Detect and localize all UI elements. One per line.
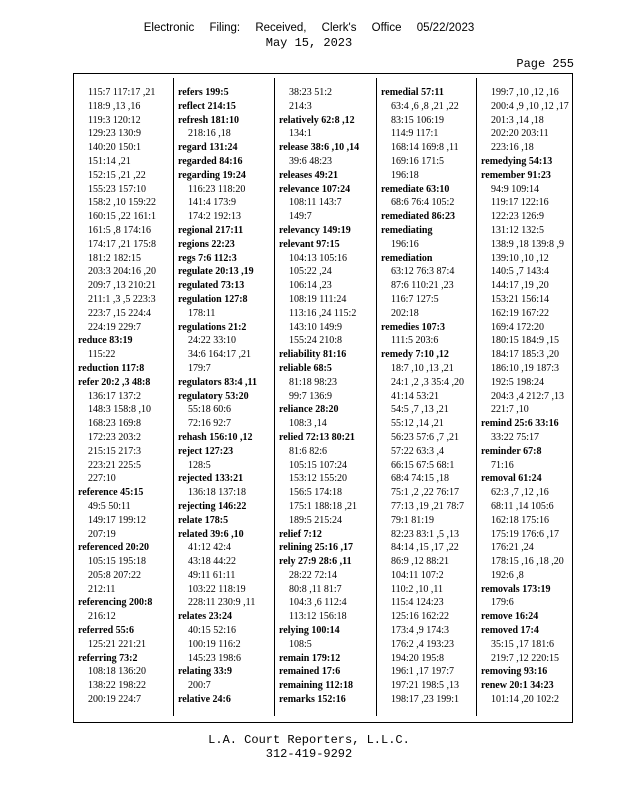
index-entry-ref: 86:9 ,12 88:21 <box>391 556 450 568</box>
stamp-word: Clerk's <box>321 22 357 34</box>
index-entry-head: release 38:6 ,10 ,14 <box>279 142 360 154</box>
index-entry-ref: 18:7 ,10 ,13 ,21 <box>391 362 454 374</box>
index-entry-ref: 223:7 ,15 224:4 <box>88 307 152 319</box>
index-entry-ref: 176:21 ,24 <box>491 542 534 554</box>
index-entry-ref: 205:8 207:22 <box>88 569 142 581</box>
index-entry-ref: 174:17 ,21 175:8 <box>88 238 157 250</box>
index-entry-ref: 113:12 156:18 <box>289 611 347 623</box>
index-entry-ref: 215:15 217:3 <box>88 445 142 457</box>
header-date: May 15, 2023 <box>265 36 353 50</box>
index-entry-ref: 75:1 ,2 ,22 76:17 <box>391 487 460 499</box>
index-entry-ref: 156:5 174:18 <box>289 487 343 499</box>
index-entry-ref: 111:5 203:6 <box>391 335 439 347</box>
word-index-box <box>73 73 573 723</box>
index-entry-ref: 218:16 ,18 <box>188 128 231 140</box>
index-entry-ref: 24:22 33:10 <box>188 335 237 347</box>
index-entry-ref: 200:7 <box>188 680 211 692</box>
index-entry-ref: 189:5 215:24 <box>289 514 343 526</box>
index-entry-ref: 128:5 <box>188 459 211 471</box>
index-entry-head: regional 217:11 <box>178 224 244 236</box>
index-entry-ref: 155:23 157:10 <box>88 183 147 195</box>
index-entry-ref: 181:2 182:15 <box>88 252 142 264</box>
index-entry-ref: 212:11 <box>88 583 116 595</box>
index-entry-ref: 80:8 ,11 81:7 <box>289 583 342 595</box>
index-entry-ref: 104:13 105:16 <box>289 252 348 264</box>
index-entry-ref: 131:12 132:5 <box>491 224 545 236</box>
index-entry-head: reference 45:15 <box>78 487 144 499</box>
index-entry-head: reduction 117:8 <box>78 362 145 374</box>
index-entry-ref: 162:19 167:22 <box>491 307 550 319</box>
index-entry-ref: 83:15 106:19 <box>391 114 445 126</box>
index-entry-head: regulate 20:13 ,19 <box>178 266 254 278</box>
index-entry-head: relevance 107:24 <box>279 183 351 195</box>
index-entry-head: regard 131:24 <box>178 142 238 154</box>
index-entry-ref: 192:6 ,8 <box>491 569 524 581</box>
index-entry-ref: 175:1 188:18 ,21 <box>289 500 358 512</box>
index-entry-ref: 105:15 107:24 <box>289 459 348 471</box>
index-entry-ref: 223:21 225:5 <box>88 459 142 471</box>
index-entry-head: remediation <box>381 252 433 264</box>
index-entry-ref: 224:19 229:7 <box>88 321 142 333</box>
index-entry-head: remedying 54:13 <box>481 155 553 167</box>
index-entry-ref: 200:4 ,9 ,10 ,12 ,17 <box>491 100 569 112</box>
index-entry-ref: 104:3 ,6 112:4 <box>289 597 347 609</box>
index-entry-head: refers 199:5 <box>178 87 229 98</box>
index-entry-ref: 202:20 203:11 <box>491 128 549 140</box>
index-entry-ref: 196:1 ,17 197:7 <box>391 666 455 678</box>
index-entry-ref: 41:12 42:4 <box>188 542 232 554</box>
index-entry-ref: 179:7 <box>188 362 211 374</box>
index-entry-ref: 115:4 124:23 <box>391 597 444 609</box>
index-entry-ref: 122:23 126:9 <box>491 211 545 223</box>
index-entry-head: remind 25:6 33:16 <box>481 418 559 430</box>
index-entry-ref: 149:17 199:12 <box>88 514 147 526</box>
index-entry-ref: 125:16 162:22 <box>391 611 450 623</box>
index-entry-ref: 175:19 176:6 ,17 <box>491 528 560 540</box>
index-entry-ref: 108:11 143:7 <box>289 197 342 209</box>
index-entry-ref: 144:17 ,19 ,20 <box>491 280 549 292</box>
index-entry-head: remediated 86:23 <box>381 211 455 223</box>
index-entry-ref: 168:23 169:8 <box>88 418 142 430</box>
index-entry-head: refer 20:2 ,3 48:8 <box>78 376 151 388</box>
stamp-word: Electronic <box>143 22 195 34</box>
stamp-word: Office <box>371 22 402 34</box>
index-entry-ref: 214:3 <box>289 100 312 112</box>
index-entry-ref: 106:14 ,23 <box>289 280 332 292</box>
index-entry-ref: 108:18 136:20 <box>88 666 147 678</box>
index-entry-ref: 81:18 98:23 <box>289 376 338 388</box>
index-entry-ref: 169:4 172:20 <box>491 321 545 333</box>
index-entry-ref: 81:6 82:6 <box>289 445 328 457</box>
index-entry-head: referenced 20:20 <box>78 542 149 554</box>
index-entry-ref: 129:23 130:9 <box>88 128 142 140</box>
index-entry-ref: 136:18 137:18 <box>188 487 247 499</box>
index-entry-ref: 169:16 171:5 <box>391 155 445 167</box>
index-entry-ref: 105:22 ,24 <box>289 266 332 278</box>
index-entry-ref: 207:19 <box>88 528 116 540</box>
stamp-word: Filing: <box>209 22 241 34</box>
index-entry-head: regulated 73:13 <box>178 280 245 292</box>
index-entry-head: remained 17:6 <box>279 666 341 678</box>
index-entry-head: reduce 83:19 <box>78 335 133 347</box>
index-entry-head: reminder 67:8 <box>481 445 542 457</box>
index-entry-head: relates 23:24 <box>178 611 232 623</box>
index-entry-ref: 28:22 72:14 <box>289 569 338 581</box>
column-divider <box>274 78 275 716</box>
index-entry-ref: 186:10 ,19 187:3 <box>491 362 560 374</box>
index-entry-head: rejected 133:21 <box>178 473 244 485</box>
index-entry-ref: 35:15 ,17 181:6 <box>491 638 555 650</box>
index-entry-ref: 162:18 175:16 <box>491 514 550 526</box>
index-entry-ref: 134:1 <box>289 128 312 140</box>
index-entry-ref: 203:3 204:16 ,20 <box>88 266 157 278</box>
index-entry-ref: 110:2 ,10 ,11 <box>391 583 444 595</box>
index-entry-ref: 116:7 127:5 <box>391 293 439 305</box>
index-entry-head: reliability 81:16 <box>279 349 347 361</box>
index-entry-head: regulators 83:4 ,11 <box>178 376 257 388</box>
index-column <box>481 86 575 707</box>
index-entry-ref: 104:11 107:2 <box>391 569 444 581</box>
index-entry-ref: 119:17 122:16 <box>491 197 549 209</box>
index-entry-head: remediating <box>381 224 433 236</box>
index-entry-head: removing 93:16 <box>481 666 548 678</box>
index-entry-ref: 99:7 136:9 <box>289 390 333 402</box>
index-entry-head: remedy 7:10 ,12 <box>381 349 449 361</box>
index-entry-ref: 118:9 ,13 ,16 <box>88 100 141 112</box>
index-entry-ref: 40:15 52:16 <box>188 625 237 637</box>
index-entry-ref: 153:12 155:20 <box>289 473 348 485</box>
index-entry-ref: 145:23 198:6 <box>188 652 242 664</box>
index-entry-head: reliance 28:20 <box>279 404 339 416</box>
index-entry-ref: 68:4 74:15 ,18 <box>391 473 450 485</box>
index-entry-head: related 39:6 ,10 <box>178 528 244 540</box>
index-entry-head: regs 7:6 112:3 <box>178 252 237 264</box>
index-entry-ref: 196:18 <box>391 169 419 181</box>
index-column <box>78 86 172 707</box>
index-entry-ref: 172:23 203:2 <box>88 431 142 443</box>
index-entry-head: releases 49:21 <box>279 169 338 181</box>
index-entry-ref: 33:22 75:17 <box>491 431 540 443</box>
index-entry-head: relating 33:9 <box>178 666 232 678</box>
index-entry-ref: 219:7 ,12 220:15 <box>491 652 560 664</box>
index-entry-ref: 178:15 ,16 ,18 ,20 <box>491 556 564 568</box>
index-entry-ref: 49:11 61:11 <box>188 569 236 581</box>
index-entry-head: referring 73:2 <box>78 652 138 664</box>
index-entry-ref: 39:6 48:23 <box>289 155 333 167</box>
index-entry-ref: 149:7 <box>289 211 312 223</box>
index-entry-head: renew 20:1 34:23 <box>481 680 554 692</box>
index-entry-ref: 194:20 195:8 <box>391 652 445 664</box>
index-entry-head: remaining 112:18 <box>279 680 353 692</box>
index-entry-head: relief 7:12 <box>279 528 322 540</box>
index-entry-head: rehash 156:10 ,12 <box>178 431 253 443</box>
index-entry-ref: 202:18 <box>391 307 419 319</box>
index-entry-ref: 125:21 221:21 <box>88 638 147 650</box>
index-entry-ref: 62:3 ,7 ,12 ,16 <box>491 487 549 499</box>
index-entry-ref: 178:11 <box>188 307 216 319</box>
index-entry-ref: 101:14 ,20 102:2 <box>491 694 560 706</box>
index-entry-ref: 221:7 ,10 <box>491 404 529 416</box>
index-entry-head: reliable 68:5 <box>279 362 332 374</box>
index-column <box>279 86 373 707</box>
index-entry-head: relate 178:5 <box>178 514 229 526</box>
index-entry-ref: 192:5 198:24 <box>491 376 545 388</box>
index-entry-ref: 57:22 63:3 ,4 <box>391 445 445 457</box>
index-entry-head: relied 72:13 80:21 <box>279 431 355 443</box>
index-entry-ref: 227:10 <box>88 473 116 485</box>
index-entry-ref: 63:12 76:3 87:4 <box>391 266 455 278</box>
index-entry-ref: 108:5 <box>289 638 312 650</box>
index-entry-head: reflect 214:15 <box>178 100 236 112</box>
index-entry-head: referencing 200:8 <box>78 597 153 609</box>
index-entry-ref: 49:5 50:11 <box>88 500 131 512</box>
index-entry-ref: 24:1 ,2 ,3 35:4 ,20 <box>391 376 465 388</box>
index-entry-ref: 179:6 <box>491 597 514 609</box>
index-entry-head: remedies 107:3 <box>381 321 445 333</box>
index-entry-head: remediate 63:10 <box>381 183 450 195</box>
index-entry-head: relevant 97:15 <box>279 238 340 250</box>
index-entry-ref: 155:24 210:8 <box>289 335 343 347</box>
index-entry-head: rely 27:9 28:6 ,11 <box>279 556 352 568</box>
index-entry-ref: 94:9 109:14 <box>491 183 540 195</box>
index-entry-ref: 79:1 81:19 <box>391 514 435 526</box>
index-entry-head: relatively 62:8 ,12 <box>279 114 355 126</box>
index-entry-ref: 223:16 ,18 <box>491 142 534 154</box>
index-entry-head: regulation 127:8 <box>178 293 248 305</box>
index-entry-ref: 143:10 149:9 <box>289 321 343 333</box>
index-entry-ref: 114:9 117:1 <box>391 128 439 140</box>
index-entry-ref: 211:1 ,3 ,5 223:3 <box>88 293 156 305</box>
index-entry-ref: 168:14 169:8 ,11 <box>391 142 459 154</box>
index-entry-ref: 200:19 224:7 <box>88 694 142 706</box>
index-entry-ref: 160:15 ,22 161:1 <box>88 211 157 223</box>
column-divider <box>476 78 477 716</box>
index-entry-ref: 63:4 ,6 ,8 ,21 ,22 <box>391 100 459 112</box>
index-entry-ref: 151:14 ,21 <box>88 155 131 167</box>
index-entry-ref: 66:15 67:5 68:1 <box>391 459 455 471</box>
index-entry-ref: 138:22 198:22 <box>88 680 147 692</box>
index-entry-ref: 77:13 ,19 ,21 78:7 <box>391 500 465 512</box>
column-divider <box>376 78 377 716</box>
page-number: Page 255 <box>516 57 574 71</box>
index-entry-ref: 209:7 ,13 210:21 <box>88 280 157 292</box>
index-entry-head: regulatory 53:20 <box>178 390 249 402</box>
index-entry-ref: 100:19 116:2 <box>188 638 241 650</box>
index-entry-ref: 174:2 192:13 <box>188 211 242 223</box>
index-entry-ref: 108:19 111:24 <box>289 293 347 305</box>
index-entry-head: remarks 152:16 <box>279 694 346 706</box>
index-entry-ref: 56:23 57:6 ,7 ,21 <box>391 431 460 443</box>
index-entry-ref: 204:3 ,4 212:7 ,13 <box>491 390 565 402</box>
index-entry-head: removal 61:24 <box>481 473 542 485</box>
index-entry-ref: 138:9 ,18 139:8 ,9 <box>491 238 565 250</box>
index-entry-ref: 103:22 118:19 <box>188 583 246 595</box>
index-entry-head: relining 25:16 ,17 <box>279 542 353 554</box>
index-entry-ref: 82:23 83:1 ,5 ,13 <box>391 528 460 540</box>
index-entry-head: regions 22:23 <box>178 238 235 250</box>
index-entry-ref: 71:16 <box>491 459 514 471</box>
index-entry-ref: 216:12 <box>88 611 116 623</box>
index-entry-ref: 87:6 110:21 ,23 <box>391 280 454 292</box>
index-entry-ref: 38:23 51:2 <box>289 87 333 98</box>
index-entry-ref: 72:16 92:7 <box>188 418 232 430</box>
index-entry-head: removals 173:19 <box>481 583 551 595</box>
index-entry-ref: 180:15 184:9 ,15 <box>491 335 560 347</box>
footer-company: L.A. Court Reporters, L.L.C. <box>208 733 410 747</box>
index-entry-ref: 108:3 ,14 <box>289 418 327 430</box>
index-entry-head: regarding 19:24 <box>178 169 246 181</box>
index-entry-ref: 115:7 117:17 ,21 <box>88 87 156 98</box>
index-entry-ref: 228:11 230:9 ,11 <box>188 597 256 609</box>
index-entry-ref: 116:23 118:20 <box>188 183 246 195</box>
index-entry-ref: 176:2 ,4 193:23 <box>391 638 455 650</box>
index-entry-head: referred 55:6 <box>78 625 134 637</box>
index-entry-ref: 113:16 ,24 115:2 <box>289 307 357 319</box>
index-entry-ref: 158:2 ,10 159:22 <box>88 197 157 209</box>
index-entry-ref: 43:18 44:22 <box>188 556 237 568</box>
index-entry-ref: 141:4 173:9 <box>188 197 237 209</box>
index-entry-ref: 119:3 120:12 <box>88 114 141 126</box>
stamp-word: 05/22/2023 <box>416 22 475 34</box>
index-entry-head: remember 91:23 <box>481 169 551 181</box>
index-entry-head: remove 16:24 <box>481 611 539 623</box>
index-entry-ref: 184:17 185:3 ,20 <box>491 349 560 361</box>
footer-phone: 312-419-9292 <box>265 747 353 761</box>
column-divider <box>173 78 174 716</box>
index-entry-ref: 55:18 60:6 <box>188 404 232 416</box>
filing-stamp <box>0 22 618 34</box>
index-entry-ref: 54:5 ,7 ,13 ,21 <box>391 404 449 416</box>
index-column <box>178 86 272 707</box>
index-entry-ref: 41:14 53:21 <box>391 390 440 402</box>
index-entry-head: remain 179:12 <box>279 652 341 664</box>
index-entry-ref: 139:10 ,10 ,12 <box>491 252 549 264</box>
index-entry-ref: 152:15 ,21 ,22 <box>88 169 146 181</box>
index-entry-ref: 115:22 <box>88 349 116 361</box>
index-entry-head: relevancy 149:19 <box>279 224 351 236</box>
index-entry-head: regulations 21:2 <box>178 321 247 333</box>
index-entry-head: removed 17:4 <box>481 625 539 637</box>
index-entry-head: remedial 57:11 <box>381 87 444 98</box>
index-entry-ref: 161:5 ,8 174:16 <box>88 224 152 236</box>
index-entry-ref: 68:6 76:4 105:2 <box>391 197 455 209</box>
index-entry-ref: 140:20 150:1 <box>88 142 142 154</box>
index-entry-head: relative 24:6 <box>178 694 231 706</box>
index-entry-head: refresh 181:10 <box>178 114 240 126</box>
index-entry-ref: 55:12 ,14 ,21 <box>391 418 444 430</box>
index-entry-ref: 148:3 158:8 ,10 <box>88 404 152 416</box>
index-entry-ref: 105:15 195:18 <box>88 556 147 568</box>
index-entry-ref: 140:5 ,7 143:4 <box>491 266 550 278</box>
index-column <box>381 86 475 707</box>
index-entry-ref: 199:7 ,10 ,12 ,16 <box>491 87 559 98</box>
index-entry-ref: 34:6 164:17 ,21 <box>188 349 252 361</box>
index-entry-ref: 197:21 198:5 ,13 <box>391 680 460 692</box>
index-entry-head: regarded 84:16 <box>178 155 243 167</box>
index-entry-ref: 196:16 <box>391 238 419 250</box>
index-entry-ref: 198:17 ,23 199:1 <box>391 694 460 706</box>
index-entry-ref: 201:3 ,14 ,18 <box>491 114 544 126</box>
index-entry-ref: 136:17 137:2 <box>88 390 142 402</box>
index-entry-ref: 68:11 ,14 105:6 <box>491 500 554 512</box>
index-entry-head: rejecting 146:22 <box>178 500 247 512</box>
index-entry-ref: 153:21 156:14 <box>491 293 550 305</box>
stamp-word: Received, <box>255 22 307 34</box>
index-entry-ref: 84:14 ,15 ,17 ,22 <box>391 542 459 554</box>
index-entry-head: relying 100:14 <box>279 625 340 637</box>
index-entry-head: reject 127:23 <box>178 445 234 457</box>
index-entry-ref: 173:4 ,9 174:3 <box>391 625 450 637</box>
